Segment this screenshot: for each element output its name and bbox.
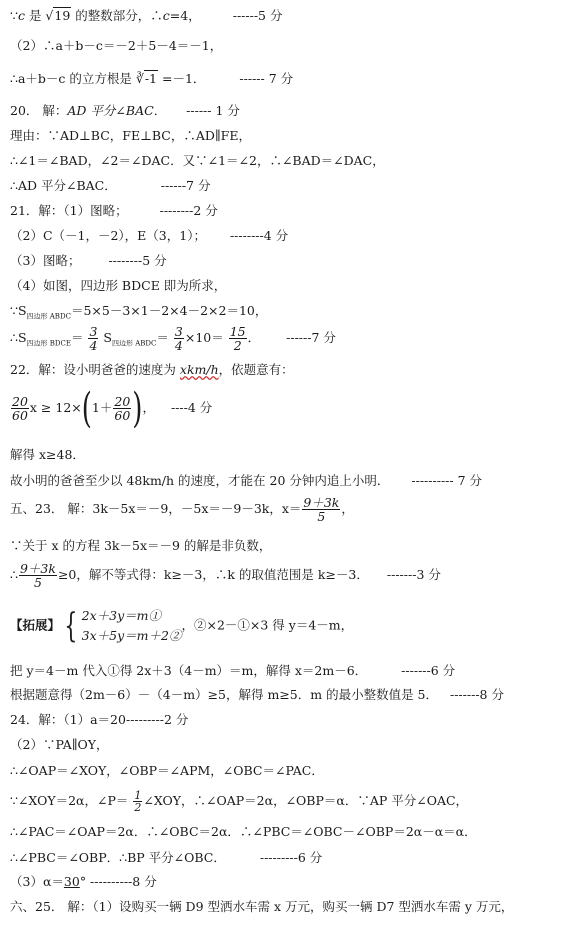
subscript: 四边形 ABDC: [26, 312, 71, 321]
text: （3）α＝: [10, 874, 64, 889]
line-5: 理由：∵AD⊥BC，FE⊥BC，∴AD∥FE，: [10, 128, 251, 143]
line-13: [10, 325, 336, 352]
denominator: 5: [33, 575, 42, 590]
text: ．: [247, 330, 261, 345]
text: ≥0，解不等式得：k≥－3，∴k 的取值范围是 k≥－3．: [57, 567, 369, 582]
text: ＝5×5－3×1－2×4－2×2＝10，: [70, 303, 268, 318]
line-2: （2）∴a＋b－c＝－2＋5－4＝－1，: [10, 38, 223, 53]
line-3: ∴a＋b－c 的立方根是 ∛-1 =－1． ------ 7 分: [10, 71, 294, 86]
text: （2）C（－1，－2），E（3，1）；: [10, 228, 206, 243]
line-9: [10, 228, 288, 244]
text: ∴AD 平分∠BAC．: [10, 178, 117, 193]
text: ×10＝: [184, 330, 224, 345]
line-6: ∴∠1＝∠BAD，∠2＝∠DAC．又∵∠1＝∠2，∴∠BAD＝∠DAC，: [10, 153, 385, 168]
line-29: [10, 850, 322, 866]
line-11: （4）如图，四边形 BDCE 即为所求，: [10, 278, 227, 293]
text: S: [99, 330, 112, 345]
line-25: （2）∵PA∥OY，: [10, 737, 109, 752]
line-12: [10, 303, 267, 325]
line-21: [10, 606, 353, 646]
score-mark: ------7 分: [286, 330, 336, 345]
line-17: [10, 473, 482, 489]
line-22: [10, 663, 455, 679]
numerator: 3: [174, 324, 183, 339]
score-mark: --------5 分: [108, 253, 167, 268]
denominator: 2: [233, 338, 242, 353]
numerator: 1: [134, 789, 142, 802]
text: xkm/h: [179, 362, 219, 377]
text: ，②×2－①×3 得 y＝4－m，: [181, 617, 354, 633]
text: ∵: [10, 8, 18, 23]
fraction: [11, 395, 29, 422]
text: ∴a＋b－c 的立方根是: [10, 71, 136, 86]
score-mark: -------3 分: [386, 567, 441, 582]
denominator: 4: [174, 338, 183, 353]
score-mark: --------4 分: [229, 228, 289, 243]
text: AD 平分∠BAC．: [67, 103, 167, 118]
score-mark: ------5 分: [232, 8, 283, 23]
numerator: 3: [89, 324, 98, 339]
line-30: [10, 874, 157, 890]
denominator: 60: [114, 408, 131, 423]
fraction: [229, 325, 247, 352]
score-mark: -------6 分: [401, 663, 456, 678]
numerator: 9＋3k: [303, 495, 340, 510]
line-7: [10, 178, 211, 194]
line-10: [10, 253, 167, 269]
line-24: 24．解：（1）a＝20---------2 分: [10, 712, 189, 727]
text: =－1．: [158, 71, 206, 86]
subscript: 四边形 BDCE: [26, 339, 71, 348]
score-mark: ---------- 7 分: [411, 473, 483, 488]
paren-left: (: [81, 384, 92, 433]
line-14: [10, 362, 294, 378]
text: 根据题意得（2m－6）－（4－m）≥5，解得 m≥5．m 的最小整数值是 5．: [10, 687, 438, 702]
text: 是: [24, 8, 46, 23]
text: 五、23． 解：3k－5x＝－9，－5x＝－9－3k，x＝: [10, 501, 302, 516]
text: 的整数部分，∴: [71, 8, 163, 23]
text: ∴: [10, 567, 18, 582]
text: ∵S: [10, 303, 27, 318]
text: x ≥ 12×: [29, 400, 82, 415]
text: 故小明的爸爸至少以 48km/h 的速度，才能在 20 分钟内追上小明．: [10, 473, 390, 488]
line-19: ∵关于 x 的方程 3k－5x＝－9 的解是非负数，: [10, 538, 272, 553]
extension-label: 【拓展】: [10, 617, 61, 633]
line-15: [10, 384, 213, 433]
text: ° ----------8 分: [79, 874, 157, 889]
text: 1＋: [91, 400, 113, 415]
text: ∵∠XOY＝2α，∠P＝: [10, 793, 133, 808]
equation-system: [82, 606, 182, 646]
line-20: [10, 562, 441, 589]
sqrt-radicand: 19: [54, 8, 71, 23]
fraction: [19, 562, 57, 589]
text: 把 y＝4－m 代入①得 2x＋3（4－m）＝m，解得 x＝2m－6．: [10, 663, 368, 678]
text: 20． 解：: [10, 103, 68, 118]
numerator: 9＋3k: [19, 561, 56, 576]
line-26: ∴∠OAP＝∠XOY，∠OBP＝∠APM，∠OBC＝∠PAC．: [10, 763, 324, 778]
subscript: 四边形 ABDC: [111, 339, 157, 348]
score-mark: --------2 分: [159, 203, 218, 218]
line-28: ∴∠PAC＝∠OAP＝2α．∴∠OBC＝2α．∴∠PBC＝∠OBC－∠OBP＝2α－α＝α．: [10, 824, 477, 839]
text: ，: [341, 501, 354, 516]
line-27: [10, 790, 468, 813]
text: =4，: [169, 8, 201, 23]
score-mark: ----4 分: [170, 400, 213, 415]
fraction: [113, 395, 131, 422]
numerator: 20: [114, 394, 131, 409]
text: ，依题意有：: [218, 362, 294, 377]
line-4: [10, 103, 240, 119]
numerator: 20: [12, 394, 28, 409]
equation-1: 2x＋3y＝m①: [81, 608, 162, 623]
text: 21．解：（1）图略；: [10, 203, 128, 218]
brace: {: [64, 606, 78, 646]
answer-value: 30: [63, 874, 80, 889]
text: ＝: [70, 330, 84, 345]
line-8: [10, 203, 218, 219]
numerator: 15: [229, 324, 246, 339]
line-18: [10, 496, 354, 523]
text: c: [17, 8, 25, 23]
denominator: 4: [89, 338, 98, 353]
text: 22．解：设小明爸爸的速度为: [10, 362, 180, 377]
fraction: [133, 790, 142, 813]
score-mark: ------ 7 分: [239, 71, 294, 86]
equation-2: 3x＋5y＝m＋2②: [81, 628, 182, 643]
text: ＝: [156, 330, 169, 345]
text: ∴S: [10, 330, 27, 345]
text: ∠XOY，∴∠OAP＝2α，∠OBP＝α．∵AP 平分∠OAC，: [143, 793, 469, 808]
fraction: [174, 325, 184, 352]
line-16: 解得 x≥48．: [10, 447, 85, 462]
score-mark: -------8 分: [449, 687, 504, 702]
line-1: ∵c 是 √19 的整数部分，∴c=4， ------5 分: [10, 8, 283, 23]
fraction: [88, 325, 98, 352]
score-mark: ---------6 分: [259, 850, 323, 865]
fraction: [302, 496, 340, 523]
text: c: [162, 8, 170, 23]
text: （3）图略；: [10, 253, 81, 268]
cube-root-radicand: -1: [144, 71, 158, 86]
denominator: 60: [12, 408, 28, 423]
paren-right: ): [132, 384, 143, 433]
denominator: 5: [317, 509, 326, 524]
text: ∴∠PBC＝∠OBP．∴BP 平分∠OBC．: [10, 850, 226, 865]
line-23: [10, 687, 504, 703]
denominator: 2: [134, 801, 142, 814]
line-31: 六、25． 解：（1）设购买一辆 D9 型洒水车需 x 万元，购买一辆 D7 型洒水车需 y 万元，: [10, 899, 514, 914]
score-mark: ------ 1 分: [186, 103, 240, 118]
text: ，: [142, 400, 155, 415]
score-mark: ------7 分: [160, 178, 211, 193]
